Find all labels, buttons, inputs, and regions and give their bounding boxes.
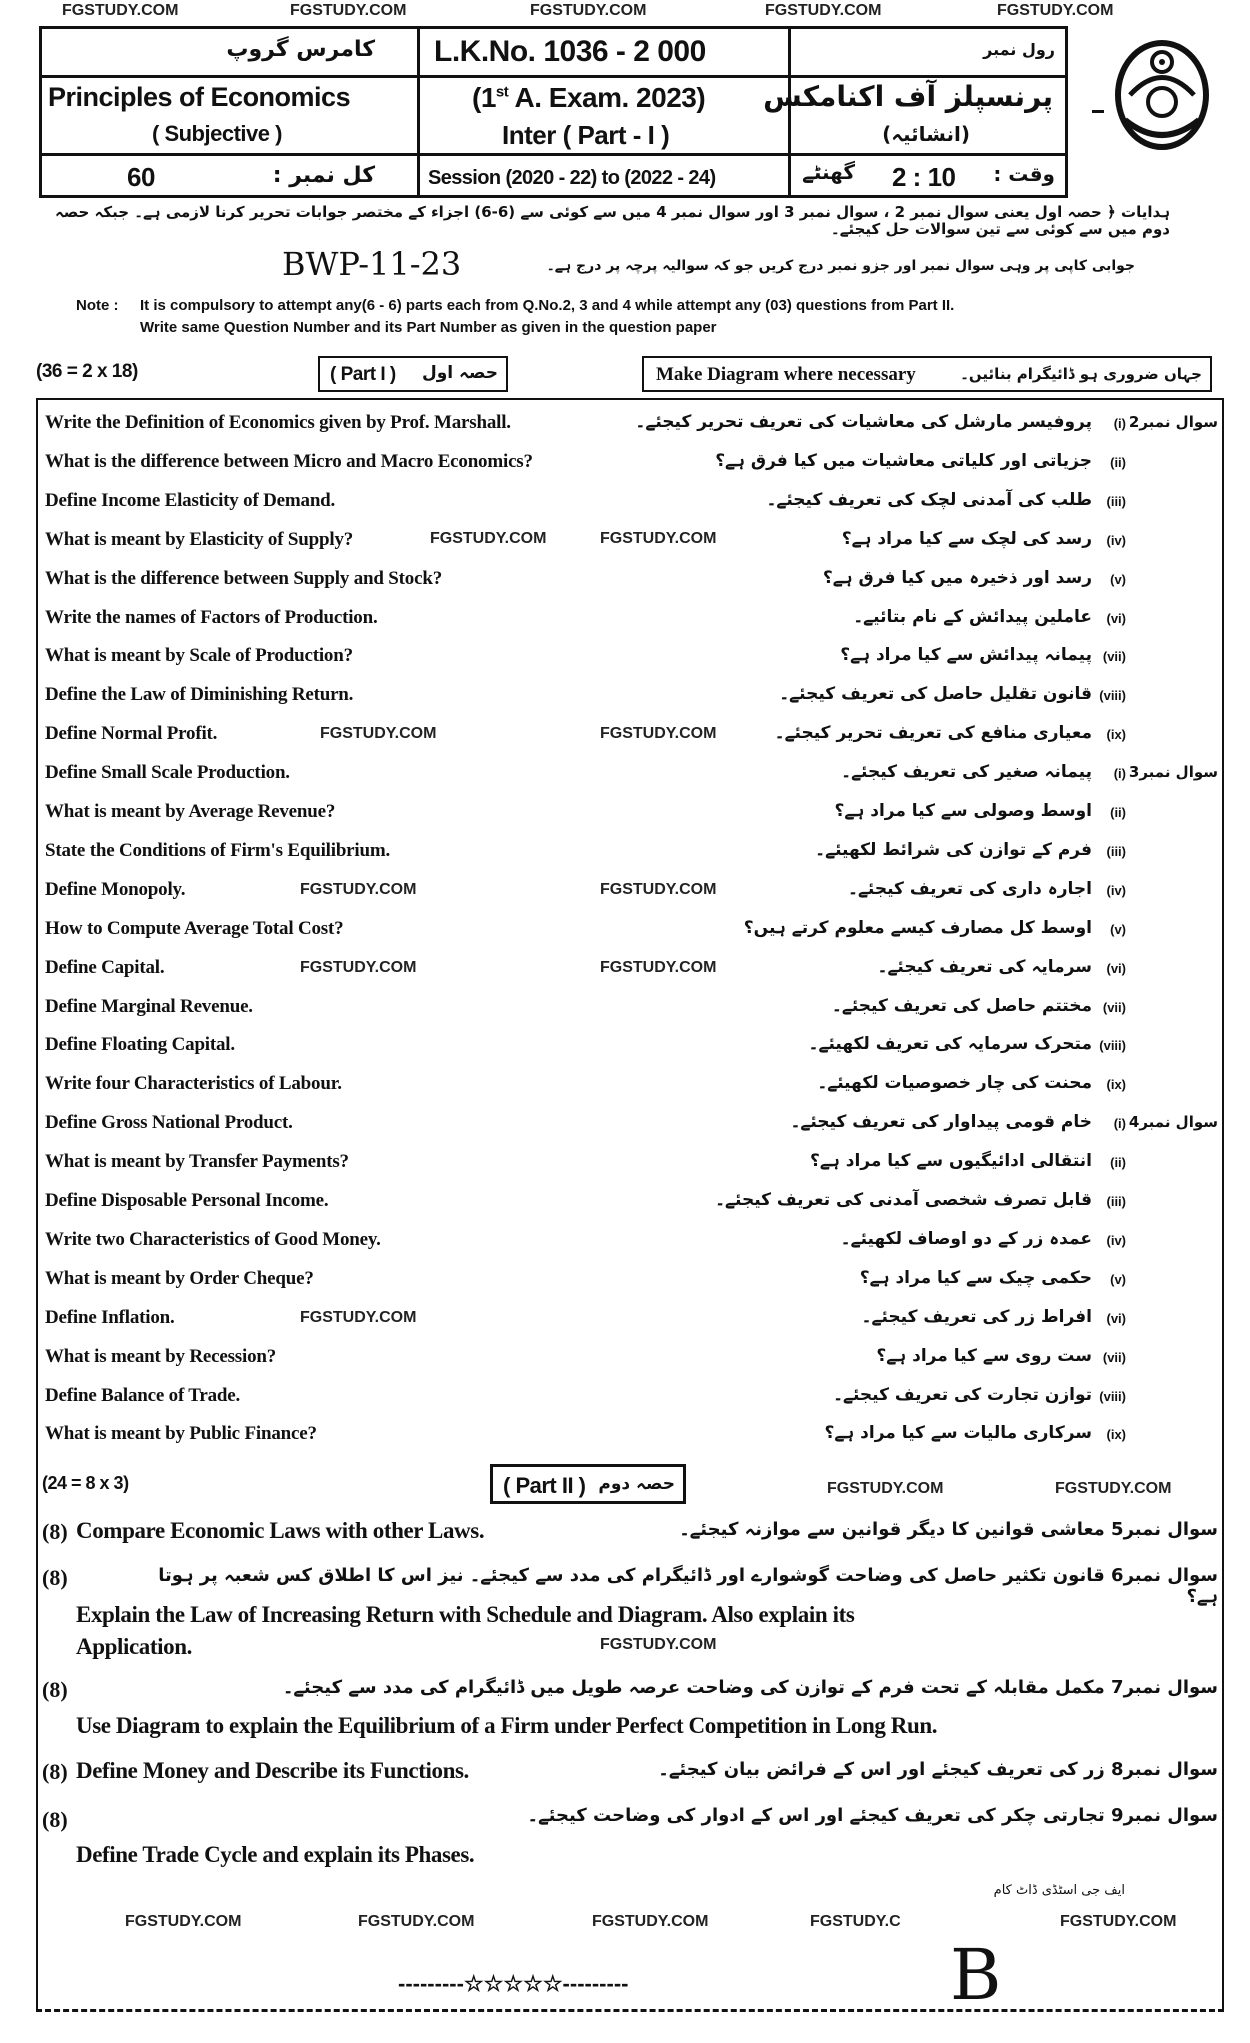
question-text-en: What is meant by Average Revenue? xyxy=(45,801,336,822)
question-row xyxy=(38,1106,1222,1144)
part2-label-box xyxy=(490,1464,686,1504)
time-unit: گھنٹے xyxy=(802,160,855,184)
question-row xyxy=(38,990,1222,1028)
question-part-number: (v) xyxy=(1110,1271,1126,1287)
question-text-en: Define Small Scale Production. xyxy=(45,762,290,784)
question-text-urdu: عمدہ زر کے دو اوصاف لکھیئے۔ xyxy=(840,1228,1092,1249)
question-text-urdu: جزیاتی اور کلیاتی معاشیات میں کیا فرق ہے؟ xyxy=(715,450,1092,471)
question-text-urdu: حکمی چیک سے کیا مراد ہے؟ xyxy=(859,1267,1092,1288)
question-text-urdu: معیاری منافع کی تعریف تحریر کیجئے۔ xyxy=(774,723,1092,744)
watermark: FGSTUDY.COM xyxy=(430,530,547,547)
question-part-number: (vi) xyxy=(1106,960,1126,976)
question-text-en: How to Compute Average Total Cost? xyxy=(45,917,344,939)
question-number-urdu: سوال نمبر4 xyxy=(1128,1113,1218,1132)
question-text-en: Define Marginal Revenue. xyxy=(45,995,253,1017)
watermark: FGSTUDY.COM xyxy=(600,881,717,898)
lk-number: L.K.No. 1036 - 2 000 xyxy=(434,35,706,68)
subject-title: Principles of Economics xyxy=(48,82,351,112)
question-text-en: Define Money and Describe its Functions. xyxy=(76,1758,469,1783)
question-text-en: Define Income Elasticity of Demand. xyxy=(45,489,336,511)
question-part-number: (ix) xyxy=(1106,1077,1126,1093)
question-text-urdu: پروفیسر مارشل کی معاشیات کی تعریف تحریر کیجئے۔ xyxy=(635,412,1092,432)
question-text-en: Define Balance of Trade. xyxy=(45,1384,241,1406)
question-text-urdu: افراط زر کی تعریف کیجئے۔ xyxy=(861,1306,1092,1327)
question-text-en: Define Capital. xyxy=(45,956,165,978)
question-row xyxy=(38,406,1222,444)
question-text-en: Write four Characteristics of Labour. xyxy=(45,1073,342,1095)
question-text-en: Define the Law of Diminishing Return. xyxy=(45,684,354,706)
diagram-note-box xyxy=(642,356,1212,392)
diagram-note-urdu: جہاں ضروری ہو ڈائیگرام بنائیں۔ xyxy=(960,365,1202,383)
question-text-en: Explain the Law of Increasing Return with Schedule and Diagram. Also explain its xyxy=(76,1602,855,1627)
exam-header-table xyxy=(39,26,1068,198)
question-text-en: What is the difference between Supply and Stock? xyxy=(45,567,442,589)
question-part-number: (v) xyxy=(1110,921,1126,937)
question-row xyxy=(38,445,1222,483)
part1-label: ( Part I ) xyxy=(330,364,396,385)
question-text-en-cont: Application. xyxy=(76,1634,192,1659)
question-part-number: (ii) xyxy=(1110,805,1126,820)
question-text-urdu: قابل تصرف شخصی آمدنی کی تعریف کیجئے۔ xyxy=(715,1190,1092,1210)
watermark: FGSTUDY.COM xyxy=(530,2,647,19)
question-text-urdu: توازن تجارت کی تعریف کیجئے۔ xyxy=(833,1384,1092,1405)
end-of-paper-mark: ---------☆☆☆☆☆--------- xyxy=(398,1971,629,1996)
watermark: FGSTUDY.COM xyxy=(320,725,437,742)
question-text-en: Compare Economic Laws with other Laws. xyxy=(76,1518,485,1543)
question-part-number: (viii) xyxy=(1099,688,1126,704)
board-logo-icon xyxy=(1090,40,1220,150)
question-row xyxy=(38,1028,1222,1066)
question-text-en: Define Trade Cycle and explain its Phases. xyxy=(76,1842,475,1867)
question-text-urdu: قانون تقلیل حاصل کی تعریف کیجئے۔ xyxy=(779,684,1092,705)
question-text-en: Write the names of Factors of Production. xyxy=(45,606,378,628)
question-part-number: (iii) xyxy=(1106,843,1126,859)
question-text-urdu: سوال نمبر6 قانون تکثیر حاصل کی وضاحت گوشوارے اور ڈائیگرام کی مدد سے کیجئے۔ نیز اس کا اطلاق کس شعبہ پر ہوتا ہے؟ xyxy=(158,1565,1218,1607)
time-value: 2 : 10 xyxy=(892,162,956,192)
question-text-urdu: فرم کے توازن کی شرائط لکھیئے۔ xyxy=(815,839,1092,860)
question-part-number: (iv) xyxy=(1106,1232,1126,1248)
question-row xyxy=(38,562,1222,600)
question-text-en: Define Normal Profit. xyxy=(45,723,218,745)
question-text-urdu: پیمانہ پیدائش سے کیا مراد ہے؟ xyxy=(840,645,1092,666)
question-row xyxy=(38,1417,1222,1455)
question-text-urdu: سوال نمبر9 تجارتی چکر کی تعریف کیجئے اور اس کے ادوار کی وضاحت کیجئے۔ xyxy=(527,1805,1218,1826)
question-text-en: Define Monopoly. xyxy=(45,878,186,900)
watermark: FGSTUDY.C xyxy=(810,1913,901,1930)
question-text-en: Write two Characteristics of Good Money. xyxy=(45,1228,381,1250)
part1-label-box xyxy=(318,356,508,392)
question-row xyxy=(38,1067,1222,1105)
question-text-urdu: سوال نمبر7 مکمل مقابلہ کے تحت فرم کے توازن کی وضاحت عرصہ طویل میں ڈائیگرام کی مدد سے کیجئے۔ xyxy=(282,1677,1218,1698)
level-label: Inter ( Part - I ) xyxy=(502,120,670,150)
question-text-urdu: انتقالی ادائیگیوں سے کیا مراد ہے؟ xyxy=(810,1151,1092,1172)
question-text-urdu: رسد اور ذخیرہ میں کیا فرق ہے؟ xyxy=(822,567,1092,588)
question-part-number: (v) xyxy=(1110,571,1126,587)
question-number-urdu: سوال نمبر2 xyxy=(1128,413,1218,431)
roll-number-label: رول نمبر xyxy=(983,40,1055,59)
part1-marks: (36 = 2 x 18) xyxy=(36,361,138,382)
watermark: FGSTUDY.COM xyxy=(600,530,717,547)
question-part-number: (i) xyxy=(1113,416,1126,431)
subjective-label: ( Subjective ) xyxy=(152,121,282,146)
question-row xyxy=(38,1379,1222,1417)
total-marks: 60 xyxy=(127,162,155,192)
subject-title-urdu: پرنسپلز آف اکنامکس xyxy=(763,80,1053,113)
question-part-number: (vii) xyxy=(1102,649,1126,665)
question-part-number: (vi) xyxy=(1106,1310,1126,1326)
question-text-en: Write the Definition of Economics given by Prof. Marshall. xyxy=(45,412,511,433)
question-row xyxy=(38,795,1222,833)
question-row xyxy=(38,912,1222,950)
question-text-en: What is meant by Scale of Production? xyxy=(45,645,353,667)
question-row xyxy=(38,1223,1222,1261)
question-marks: (8) xyxy=(42,1759,68,1784)
question-text-en: What is the difference between Micro and Macro Economics? xyxy=(45,450,533,472)
question-marks: (8) xyxy=(42,1565,68,1590)
question-text-en: What is meant by Order Cheque? xyxy=(45,1267,314,1289)
question-part-number: (viii) xyxy=(1099,1388,1126,1404)
question-text-urdu: خام قومی پیداوار کی تعریف کیجئے۔ xyxy=(790,1112,1092,1133)
watermark: FGSTUDY.COM xyxy=(600,1636,717,1653)
instructions-urdu-2: جوابی کاپی پر وہی سوال نمبر اور جزو نمبر درج کریں جو کہ سوالیہ پرچہ پر درج ہے۔ xyxy=(546,258,1135,274)
question-marks: (8) xyxy=(42,1807,68,1832)
urdu-watermark: ایف جی اسٹڈی ڈاٹ کام xyxy=(993,1883,1125,1898)
question-text-urdu: مختتم حاصل کی تعریف کیجئے۔ xyxy=(831,995,1092,1016)
question-part-number: (vii) xyxy=(1102,999,1126,1015)
question-text-urdu: پیمانہ صغیر کی تعریف کیجئے۔ xyxy=(841,762,1092,783)
question-text-urdu: رسد کی لچک سے کیا مراد ہے؟ xyxy=(841,528,1092,549)
instructions-urdu-1: ہدایات ﴿ حصہ اول یعنی سوال نمبر 2 ، سوال نمبر 3 اور سوال نمبر 4 میں سے کوئی سے (6-6) اجزاء کے مختصر جوابات تحریر کرنا لازمی ہے۔ جبکہ حصہ دوم میں سے کوئی سے تین سوالات حل کیجئے۔ xyxy=(54,203,1170,239)
question-text-urdu: اوسط وصولی سے کیا مراد ہے؟ xyxy=(834,801,1092,821)
question-text-urdu: سرکاری مالیات سے کیا مراد ہے؟ xyxy=(824,1423,1092,1444)
time-label: وقت : xyxy=(993,162,1055,186)
question-row xyxy=(38,834,1222,872)
question-text-urdu: سرمایہ کی تعریف کیجئے۔ xyxy=(877,956,1092,977)
question-part-number: (i) xyxy=(1113,766,1126,782)
diagram-note: Make Diagram where necessary xyxy=(656,364,916,385)
question-row xyxy=(38,756,1222,794)
question-text-urdu: ست روی سے کیا مراد ہے؟ xyxy=(876,1345,1092,1366)
question-marks: (8) xyxy=(42,1519,68,1544)
question-part-number: (ix) xyxy=(1106,727,1126,743)
question-text-en: What is meant by Recession? xyxy=(45,1345,277,1367)
question-row xyxy=(38,1145,1222,1183)
question-text-en: What is meant by Public Finance? xyxy=(45,1423,317,1445)
question-text-en: Define Gross National Product. xyxy=(45,1112,293,1134)
question-text-urdu: اجارہ داری کی تعریف کیجئے۔ xyxy=(847,878,1092,899)
watermark: FGSTUDY.COM xyxy=(300,959,417,976)
total-marks-label: کل نمبر : xyxy=(272,163,375,188)
group-urdu: کامرس گروپ xyxy=(226,37,375,62)
question-part-number: (viii) xyxy=(1099,1038,1126,1054)
question-text-en: Define Floating Capital. xyxy=(45,1034,235,1056)
question-text-urdu: محنت کی چار خصوصیات لکھیئے۔ xyxy=(817,1073,1092,1094)
watermark: FGSTUDY.COM xyxy=(358,1913,475,1930)
handwritten-code: BWP-11-23 xyxy=(282,245,462,283)
question-text-urdu: سوال نمبر5 معاشی قوانین کا دیگر قوانین سے موازنہ کیجئے۔ xyxy=(679,1519,1218,1540)
question-part-number: (iii) xyxy=(1106,493,1126,509)
watermark: FGSTUDY.COM xyxy=(1055,1480,1172,1497)
subjective-urdu: (انشائیہ) xyxy=(882,122,970,146)
part2-marks: (24 = 8 x 3) xyxy=(42,1473,129,1493)
question-text-en: Define Inflation. xyxy=(45,1306,175,1328)
question-part-number: (iv) xyxy=(1106,532,1126,548)
watermark: FGSTUDY.COM xyxy=(300,1309,417,1326)
part2-label-urdu: حصہ دوم xyxy=(598,1474,675,1494)
question-row xyxy=(38,1184,1222,1222)
note-line-1: It is compulsory to attempt any(6 - 6) parts each from Q.No.2, 3 and 4 while attempt any (03) questions from Part II. xyxy=(140,297,955,314)
question-row xyxy=(38,1301,1222,1339)
question-part-number: (ix) xyxy=(1106,1427,1126,1443)
question-part-number: (iii) xyxy=(1106,1194,1126,1209)
question-part-number: (ii) xyxy=(1110,1155,1126,1171)
note-line-2: Write same Question Number and its Part Number as given in the question paper xyxy=(140,319,717,336)
question-part-number: (iv) xyxy=(1106,882,1126,898)
watermark: FGSTUDY.COM xyxy=(62,2,179,19)
question-text-urdu: عاملین پیدائش کے نام بتائیے۔ xyxy=(853,606,1092,627)
question-text-en: What is meant by Elasticity of Supply? xyxy=(45,528,354,550)
question-row xyxy=(38,1262,1222,1300)
session: Session (2020 - 22) to (2022 - 24) xyxy=(428,167,716,189)
handwritten-initial: B xyxy=(950,1934,1002,2016)
watermark: FGSTUDY.COM xyxy=(827,1480,944,1497)
questions-box xyxy=(36,398,1224,2016)
watermark: FGSTUDY.COM xyxy=(997,2,1114,19)
question-part-number: (i) xyxy=(1113,1116,1126,1132)
exam-title: (1st A. Exam. 2023) xyxy=(472,82,706,113)
question-text-urdu: متحرک سرمایہ کی تعریف لکھیئے۔ xyxy=(808,1034,1092,1055)
question-row xyxy=(38,484,1222,522)
watermark: FGSTUDY.COM xyxy=(1060,1913,1177,1930)
watermark: FGSTUDY.COM xyxy=(290,2,407,19)
question-text-en: State the Conditions of Firm's Equilibrium. xyxy=(45,839,391,861)
question-part-number: (vi) xyxy=(1106,610,1126,626)
question-marks: (8) xyxy=(42,1677,68,1702)
watermark: FGSTUDY.COM xyxy=(765,2,882,19)
question-part-number: (ii) xyxy=(1110,454,1126,470)
watermark: FGSTUDY.COM xyxy=(600,725,717,742)
question-part-number: (vii) xyxy=(1102,1349,1126,1365)
question-row xyxy=(38,678,1222,716)
watermark: FGSTUDY.COM xyxy=(300,881,417,898)
watermark: FGSTUDY.COM xyxy=(592,1913,709,1930)
question-text-urdu: سوال نمبر8 زر کی تعریف کیجئے اور اس کے فرائض بیان کیجئے۔ xyxy=(658,1759,1218,1780)
note-label: Note : xyxy=(76,297,119,314)
question-row xyxy=(38,1340,1222,1378)
watermark: FGSTUDY.COM xyxy=(600,959,717,976)
question-text-en: Define Disposable Personal Income. xyxy=(45,1190,329,1211)
watermark: FGSTUDY.COM xyxy=(125,1913,242,1930)
question-text-en: What is meant by Transfer Payments? xyxy=(45,1151,349,1173)
question-text-urdu: طلب کی آمدنی لچک کی تعریف کیجئے۔ xyxy=(766,489,1092,510)
question-row xyxy=(38,639,1222,677)
part2-label: ( Part II ) xyxy=(503,1473,586,1498)
part1-label-urdu: حصہ اول xyxy=(421,363,498,383)
question-text-urdu: اوسط کل مصارف کیسے معلوم کرتے ہیں؟ xyxy=(743,917,1092,938)
question-row xyxy=(38,601,1222,639)
question-number-urdu: سوال نمبر3 xyxy=(1128,763,1218,782)
question-text-en: Use Diagram to explain the Equilibrium of a Firm under Perfect Competition in Long Run. xyxy=(76,1713,938,1738)
